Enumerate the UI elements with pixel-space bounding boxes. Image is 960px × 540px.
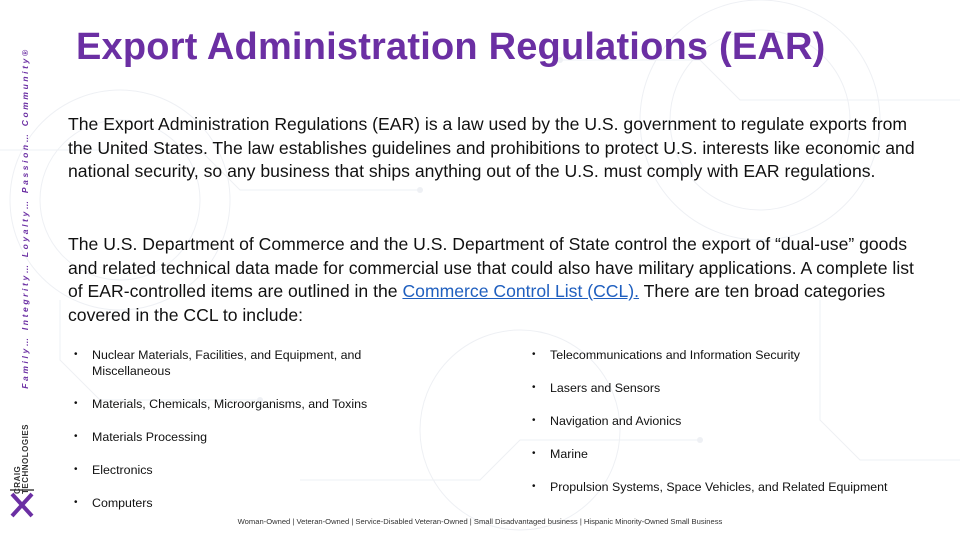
side-tagline	[14, 30, 36, 405]
category-item: • Marine	[532, 446, 942, 462]
ccl-paragraph	[68, 233, 928, 327]
logo-line2: TECHNOLOGIES	[21, 423, 30, 494]
logo-text	[14, 424, 30, 494]
ccl-paragraph-tail: There are ten broad categories covered in the CCL to include:	[68, 281, 886, 325]
categories-right-list	[532, 347, 942, 495]
page-title: Export Administration Regulations (EAR)	[76, 26, 826, 68]
intro-paragraph: The Export Administration Regulations (EAR) is a law used by the U.S. government to regulate exports from the United States. The law establishes guidelines and prohibitions to protect U.S. interests like economic and national security, so any business that ships anything out of the U.S. must comply with EAR regulations.	[68, 114, 915, 181]
category-item: • Materials, Chemicals, Microorganisms, and Toxins	[74, 396, 414, 412]
category-item: • Nuclear Materials, Facilities, and Equipment, and Miscellaneous	[74, 347, 414, 379]
commerce-control-list-link[interactable]: Commerce Control List (CCL).	[402, 281, 640, 301]
company-logo	[4, 424, 40, 520]
ccl-paragraph-lead: The U.S. Department of Commerce and the U.S. Department of State control the export of “dual-use” goods and related technical data made for commercial use that could also have military applications. A complete list of EAR-controlled items are outlined in the	[68, 234, 914, 301]
categories-left-list	[74, 347, 414, 511]
category-item: • Computers	[74, 495, 414, 511]
category-item: • Propulsion Systems, Space Vehicles, and Related Equipment	[532, 479, 942, 495]
category-item: • Navigation and Avionics	[532, 413, 942, 429]
logo-line1: CRAIG	[13, 465, 22, 494]
category-item: • Telecommunications and Information Security	[532, 347, 942, 363]
category-item: • Materials Processing	[74, 429, 414, 445]
side-tagline-text: Family… Integrity… Loyalty… Passion… Community®	[20, 46, 30, 389]
category-item: • Electronics	[74, 462, 414, 478]
category-item: • Lasers and Sensors	[532, 380, 942, 396]
footer-certifications: Woman-Owned | Veteran-Owned | Service-Disabled Veteran-Owned | Small Disadvantaged business | Hispanic Minority-Owned Small Business	[237, 517, 723, 526]
